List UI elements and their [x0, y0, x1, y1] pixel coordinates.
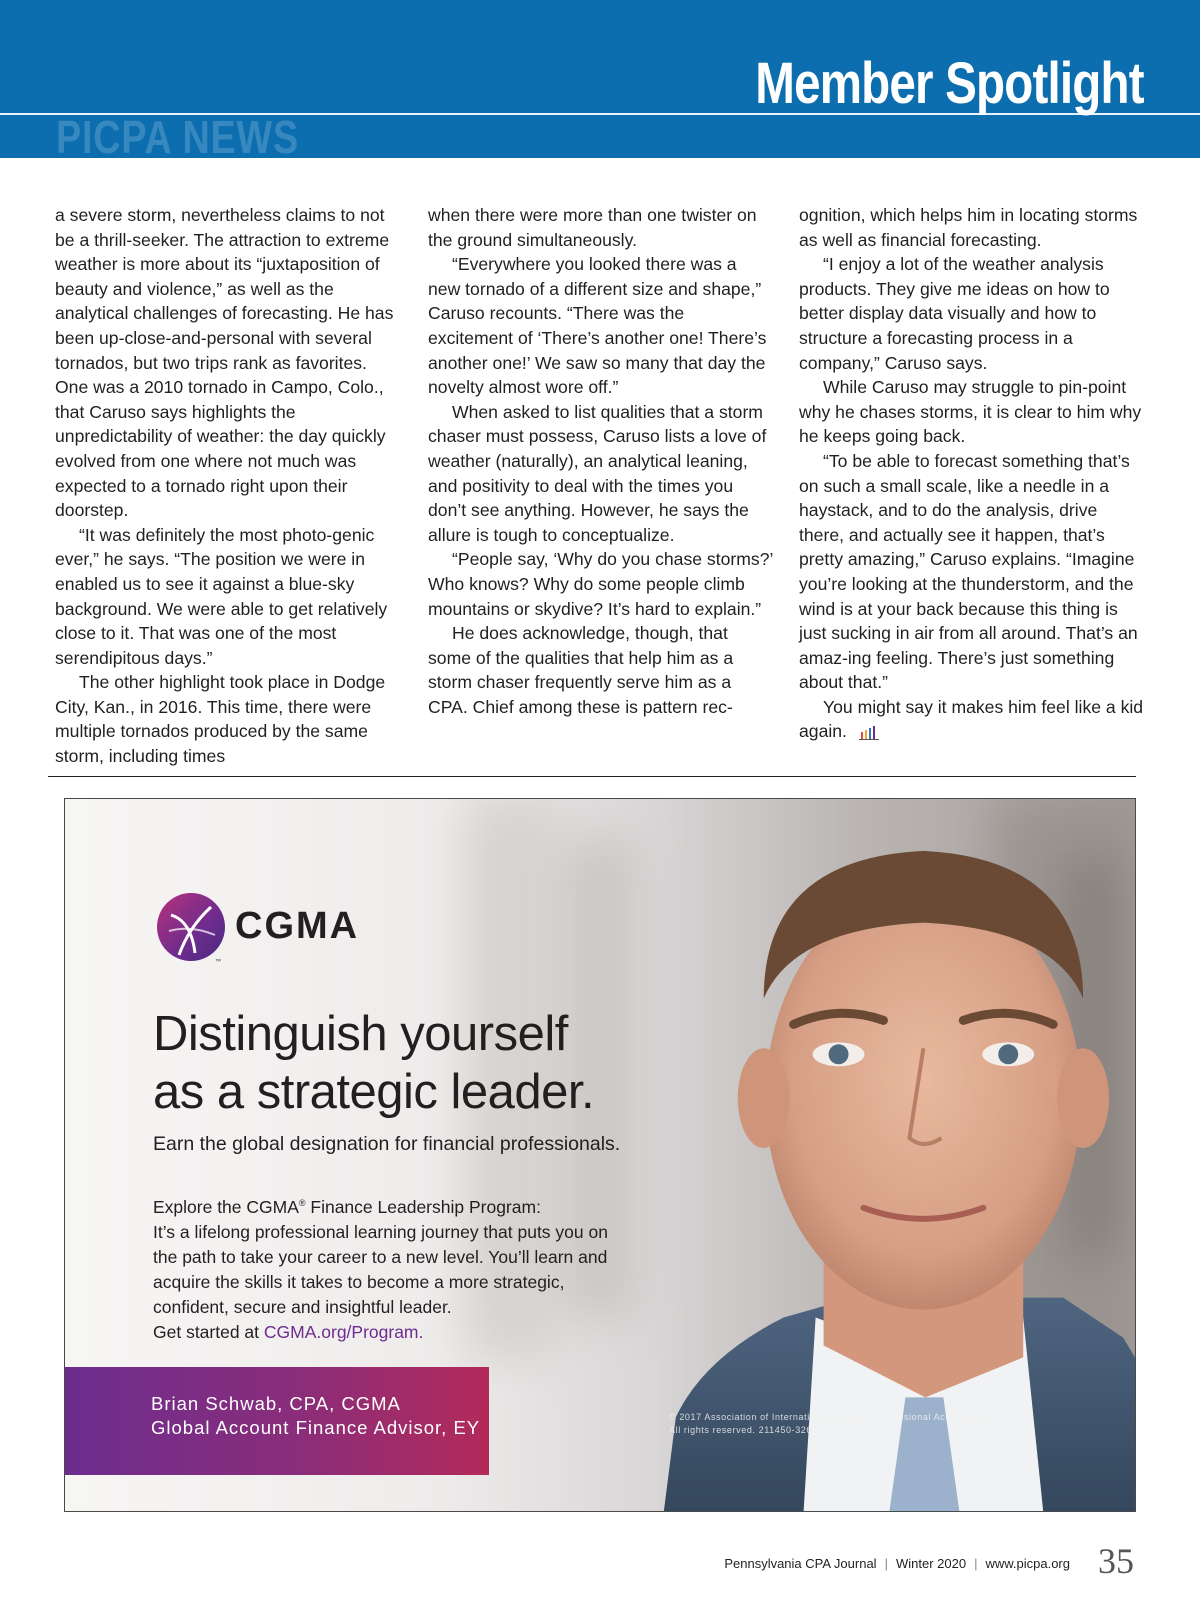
- copyright-line-1: © 2017 Association of International Certified Professional Accountants.: [669, 1412, 993, 1422]
- article-last-paragraph: [799, 695, 1144, 744]
- registered-mark: ®: [298, 1198, 306, 1208]
- page-footer: [724, 1556, 1070, 1571]
- article-paragraph: ognition, which helps him in locating storms as well as financial forecasting.: [799, 205, 1138, 250]
- ad-cta-prefix: Get started at: [153, 1321, 264, 1342]
- article-paragraph: when there were more than one twister on the ground simultaneously.: [428, 205, 757, 250]
- article-paragraph: The other highlight took place in Dodge City, Kan., in 2016. This time, there were multiple tornados produced by the same storm, including times: [55, 672, 386, 767]
- article-paragraph: While Caruso may struggle to pin-point why he chases storms, it is clear to him why he keeps going back.: [799, 377, 1142, 447]
- article-column-2: [428, 203, 773, 719]
- article-column-3: [799, 203, 1144, 744]
- section-label: PICPA NEWS: [56, 111, 299, 163]
- ad-headline-line-2: as a strategic leader.: [153, 1065, 595, 1119]
- ad-body: [153, 1191, 633, 1345]
- footer-separator: |: [884, 1556, 888, 1571]
- footer-separator: |: [974, 1556, 978, 1571]
- cgma-trademark: ™: [215, 959, 221, 965]
- article-paragraph: When asked to list qualities that a storm chaser must possess, Caruso lists a love of weather (naturally), an analytical leaning, and positivity to deal with the times you don’t see anything. However, he says the allure is tough to conceptualize.: [428, 401, 767, 545]
- article-paragraph: “It was definitely the most photo-genic ever,” he says. “The position we were in enabled us to see it against a blue-sky background. We were able to get relatively close to it. That was one of the most serendipitous days.”: [55, 524, 388, 668]
- article-paragraph: “To be able to forecast something that’s on such a small scale, like a needle in a haystack, and to do the analysis, drive there, and actually see it happen, that’s pretty amazing,” Caruso explains. “Imagine you’re looking at the thunderstorm, and the wind is at your back because this thing is just sucking in air from all around. That’s an amaz-ing feeling. There’s just something about that.”: [799, 450, 1138, 693]
- footer-issue: Winter 2020: [895, 1556, 967, 1571]
- person-name: Brian Schwab, CPA, CGMA: [151, 1393, 401, 1414]
- article-paragraph: a severe storm, nevertheless claims to not be a thrill-seeker. The attraction to extreme weather is more about its “juxtaposition of beauty and violence,” as well as the analytical challenges of forecasting. He has been up-close-and-personal with several tornados, but two trips rank as favorites. One was a 2010 tornado in Campo, Colo., that Caruso says highlights the unpredictability of weather: the day quickly evolved from one where not much was expected to a tornado right upon their doorstep.: [55, 205, 394, 521]
- article-paragraph: “I enjoy a lot of the weather analysis products. They give me ideas on how to better display data visually and how to structure a forecasting process in a company,” Caruso says.: [799, 254, 1110, 373]
- footer-website[interactable]: www.picpa.org: [985, 1556, 1070, 1571]
- page-number: 35: [1098, 1541, 1134, 1581]
- ad-copyright: [669, 1411, 1049, 1437]
- article-paragraph: You might say it makes him feel like a kid again.: [799, 696, 1144, 742]
- ad-body-text: It’s a lifelong professional learning journey that puts you on the path to take your career to a new level. You’ll learn and acquire the skills it takes to become a more strategic, confident, secure and insightful leader.: [153, 1221, 608, 1317]
- ad-cta-link[interactable]: CGMA.org/Program.: [263, 1321, 424, 1342]
- ad-subhead: Earn the global designation for financial professionals.: [153, 1133, 621, 1155]
- article-column-1: [55, 203, 400, 769]
- end-of-article-icon: [859, 726, 881, 740]
- person-title: Global Account Finance Advisor, EY: [151, 1417, 481, 1438]
- article-paragraph: “Everywhere you looked there was a new tornado of a different size and shape,” Caruso recounts. “There was the excitement of ‘There’s another one! There’s another one!’ We saw so many that day the novelty almost wore off.”: [428, 254, 767, 398]
- ad-headline-line-1: Distinguish yourself: [153, 1007, 568, 1061]
- cgma-brand-name: CGMA: [235, 905, 360, 947]
- ad-program-heading-b: Finance Leadership Program:: [305, 1196, 541, 1217]
- section-divider: [48, 776, 1136, 777]
- article-paragraph: He does acknowledge, though, that some of the qualities that help him as a storm chaser frequently serve him as a CPA. Chief among these is pattern rec-: [428, 623, 734, 717]
- article-body: [55, 203, 1145, 767]
- footer-journal: Pennsylvania CPA Journal: [724, 1556, 877, 1571]
- article-paragraph: “People say, ‘Why do you chase storms?’ Who knows? Why do some people climb mountains or skydive? It’s hard to explain.”: [428, 549, 773, 619]
- name-banner: [65, 1367, 489, 1475]
- copyright-line-2: All rights reserved. 211450-326: [669, 1425, 813, 1435]
- ad-program-heading-a: Explore the CGMA: [153, 1196, 299, 1217]
- cgma-advertisement: [64, 798, 1136, 1512]
- ad-cta: [153, 1320, 633, 1345]
- ad-program-heading: [153, 1191, 633, 1220]
- section-title: Member Spotlight: [755, 51, 1144, 116]
- cgma-logo-icon: [155, 891, 227, 963]
- ad-headline: [153, 1005, 713, 1121]
